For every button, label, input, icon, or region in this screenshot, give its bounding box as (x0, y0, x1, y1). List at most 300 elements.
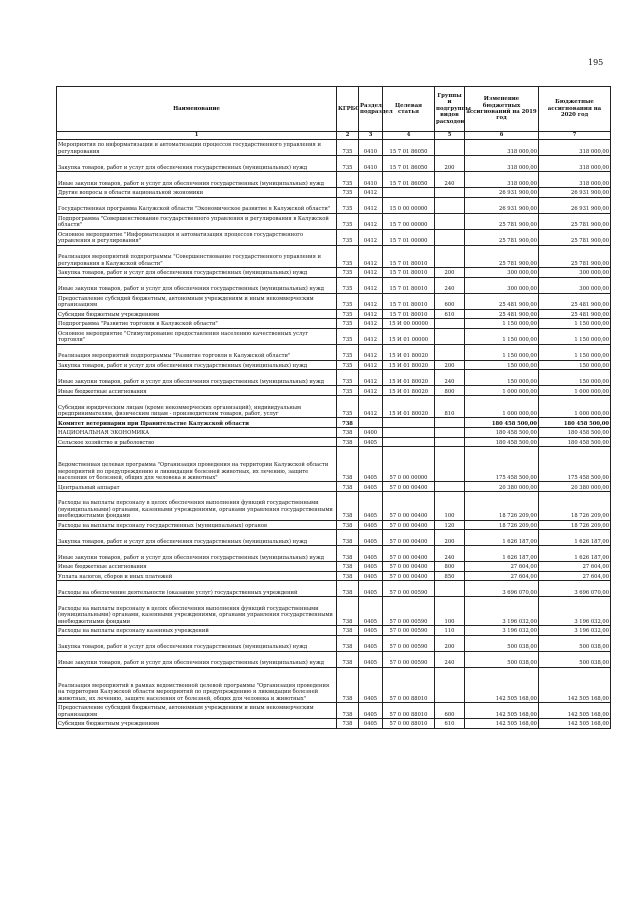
row-target-cell: 15 7 01 80010 (383, 267, 435, 277)
row-change-2019-cell: 142 505 168,00 (465, 667, 539, 702)
row-kgrbs-cell: 735 (337, 386, 359, 396)
row-name-cell: Мероприятия по информатизации и автоматизации процессов государственного управления и регулирования (57, 140, 337, 156)
row-kgrbs-cell: 738 (337, 520, 359, 530)
row-target-cell: 57 0 00 00590 (383, 626, 435, 636)
row-section-cell: 0405 (359, 546, 383, 562)
row-section-cell: 0405 (359, 447, 383, 482)
row-section-cell: 0412 (359, 344, 383, 360)
row-change-2019-cell: 18 726 209,00 (465, 491, 539, 520)
row-kgrbs-cell: 735 (337, 197, 359, 213)
row-kgrbs-cell: 735 (337, 267, 359, 277)
row-amount-2020-cell: 318 000,00 (539, 140, 611, 156)
row-amount-2020-cell: 25 481 900,00 (539, 293, 611, 309)
row-name-cell: Субсидии бюджетным учреждениям (57, 719, 337, 729)
row-kgrbs-cell: 735 (337, 188, 359, 198)
row-change-2019-cell: 18 726 209,00 (465, 520, 539, 530)
row-target-cell: 57 0 00 00400 (383, 562, 435, 572)
row-change-2019-cell: 175 458 500,00 (465, 447, 539, 482)
row-change-2019-cell: 500 038,00 (465, 651, 539, 667)
row-amount-2020-cell: 20 380 000,00 (539, 482, 611, 492)
row-group-cell: 610 (435, 309, 465, 319)
table-row (57, 491, 611, 520)
column-number: 7 (539, 132, 611, 140)
row-section-cell: 0405 (359, 651, 383, 667)
row-name-cell: Субсидии юридическим лицам (кроме некоммерческих организаций), индивидуальным предпринимателям, физическим лицам - производителям товаров, работ, услуг (57, 395, 337, 417)
row-target-cell (383, 188, 435, 198)
row-section-cell: 0412 (359, 245, 383, 267)
row-amount-2020-cell: 3 196 032,00 (539, 626, 611, 636)
row-kgrbs-cell: 735 (337, 319, 359, 329)
row-section-cell: 0405 (359, 703, 383, 719)
row-amount-2020-cell: 18 726 209,00 (539, 520, 611, 530)
row-target-cell: 57 0 00 00000 (383, 447, 435, 482)
table-row (57, 386, 611, 396)
row-target-cell: 15 И 00 00000 (383, 319, 435, 329)
table-row (57, 447, 611, 482)
row-kgrbs-cell: 738 (337, 546, 359, 562)
row-amount-2020-cell: 300 000,00 (539, 267, 611, 277)
row-amount-2020-cell: 25 781 900,00 (539, 213, 611, 229)
column-number: 4 (383, 132, 435, 140)
row-amount-2020-cell: 27 604,00 (539, 571, 611, 581)
row-change-2019-cell: 1 626 187,00 (465, 546, 539, 562)
row-name-cell: Ведомственная целевая программа "Организация проведения на территории Калужской области мероприятий по предупреждению и ликвидации болезней животных, их лечению, защите населения от болезней, общих для человека и животных" (57, 447, 337, 482)
table-row (57, 245, 611, 267)
row-group-cell (435, 418, 465, 428)
row-kgrbs-cell: 738 (337, 418, 359, 428)
row-change-2019-cell: 27 604,00 (465, 571, 539, 581)
row-kgrbs-cell: 735 (337, 395, 359, 417)
row-kgrbs-cell: 738 (337, 626, 359, 636)
row-target-cell: 57 0 00 00400 (383, 491, 435, 520)
row-kgrbs-cell: 738 (337, 581, 359, 597)
row-name-cell: Расходы на выплаты персоналу казенных учреждений (57, 626, 337, 636)
table-row (57, 140, 611, 156)
row-amount-2020-cell: 25 781 900,00 (539, 229, 611, 245)
row-group-cell (435, 427, 465, 437)
row-name-cell: Расходы на выплаты персоналу в целях обеспечения выполнения функций государственными (муниципальными) органами, казенными учреждениями, органами управления государственными внебюджетными фондами (57, 491, 337, 520)
row-section-cell: 0405 (359, 667, 383, 702)
row-target-cell: 15 7 01 86050 (383, 140, 435, 156)
row-name-cell: Государственная программа Калужской области "Экономическое развитие в Калужской области" (57, 197, 337, 213)
row-amount-2020-cell: 150 000,00 (539, 370, 611, 386)
page-number: 195 (588, 58, 604, 67)
row-group-cell: 200 (435, 267, 465, 277)
row-kgrbs-cell: 735 (337, 140, 359, 156)
row-kgrbs-cell: 735 (337, 156, 359, 172)
column-number: 5 (435, 132, 465, 140)
row-section-cell: 0412 (359, 277, 383, 293)
row-name-cell: Реализация мероприятий подпрограммы "Развитие торговли в Калужской области" (57, 344, 337, 360)
header-kgrbs: КГРБС (337, 87, 359, 132)
row-group-cell (435, 188, 465, 198)
row-target-cell: 15 7 01 80010 (383, 309, 435, 319)
row-section-cell (359, 418, 383, 428)
row-change-2019-cell: 20 380 000,00 (465, 482, 539, 492)
row-target-cell: 15 7 01 80010 (383, 277, 435, 293)
row-kgrbs-cell: 735 (337, 328, 359, 344)
header-amount-2020: Бюджетные ассигнования на 2020 год (539, 87, 611, 132)
table-row (57, 530, 611, 546)
row-name-cell: Расходы на обеспечение деятельности (оказание услуг) государственных учреждений (57, 581, 337, 597)
row-target-cell: 57 0 00 00400 (383, 571, 435, 581)
row-section-cell: 0405 (359, 437, 383, 447)
column-number: 1 (57, 132, 337, 140)
row-group-cell (435, 140, 465, 156)
row-name-cell: Основное мероприятие "Стимулирование предоставления населению качественных услуг торговли" (57, 328, 337, 344)
row-group-cell (435, 197, 465, 213)
row-amount-2020-cell: 26 931 900,00 (539, 197, 611, 213)
row-amount-2020-cell: 300 000,00 (539, 277, 611, 293)
row-target-cell: 57 0 00 00590 (383, 597, 435, 626)
row-group-cell (435, 437, 465, 447)
table-row (57, 172, 611, 188)
row-target-cell (383, 437, 435, 447)
row-section-cell: 0412 (359, 213, 383, 229)
row-change-2019-cell: 150 000,00 (465, 360, 539, 370)
row-amount-2020-cell: 500 038,00 (539, 635, 611, 651)
row-kgrbs-cell: 735 (337, 309, 359, 319)
row-amount-2020-cell: 26 931 900,00 (539, 188, 611, 198)
row-section-cell: 0405 (359, 581, 383, 597)
row-group-cell: 800 (435, 386, 465, 396)
table-row (57, 437, 611, 447)
row-name-cell: Иные бюджетные ассигнования (57, 562, 337, 572)
row-name-cell: НАЦИОНАЛЬНАЯ ЭКОНОМИКА (57, 427, 337, 437)
row-group-cell: 100 (435, 597, 465, 626)
row-group-cell: 850 (435, 571, 465, 581)
row-kgrbs-cell: 738 (337, 447, 359, 482)
row-group-cell: 110 (435, 626, 465, 636)
row-group-cell: 810 (435, 395, 465, 417)
row-name-cell: Иные закупки товаров, работ и услуг для обеспечения государственных (муниципальных) нужд (57, 370, 337, 386)
table-row (57, 267, 611, 277)
header-group: Группы и подгруппы видов расходов (435, 87, 465, 132)
row-change-2019-cell: 1 000 000,00 (465, 395, 539, 417)
row-change-2019-cell: 3 696 070,00 (465, 581, 539, 597)
row-group-cell: 240 (435, 172, 465, 188)
row-kgrbs-cell: 738 (337, 427, 359, 437)
row-amount-2020-cell: 150 000,00 (539, 360, 611, 370)
row-amount-2020-cell: 18 726 209,00 (539, 491, 611, 520)
row-target-cell: 57 0 00 88010 (383, 719, 435, 729)
table-row (57, 197, 611, 213)
column-number-row (57, 132, 611, 140)
row-group-cell: 610 (435, 719, 465, 729)
row-group-cell (435, 229, 465, 245)
row-name-cell: Сельское хозяйство и рыболовство (57, 437, 337, 447)
row-name-cell: Подпрограмма "Совершенствование государственного управления и регулирования в Калужской области" (57, 213, 337, 229)
row-target-cell: 57 0 00 00400 (383, 546, 435, 562)
row-change-2019-cell: 180 458 500,00 (465, 437, 539, 447)
row-name-cell: Закупка товаров, работ и услуг для обеспечения государственных (муниципальных) нужд (57, 530, 337, 546)
row-target-cell: 57 0 00 00590 (383, 651, 435, 667)
row-target-cell: 57 0 00 00590 (383, 581, 435, 597)
row-name-cell: Реализация мероприятий подпрограммы "Совершенствование государственного управления и регулирования в Калужской области" (57, 245, 337, 267)
row-change-2019-cell: 25 481 900,00 (465, 309, 539, 319)
row-kgrbs-cell: 738 (337, 562, 359, 572)
row-group-cell: 200 (435, 156, 465, 172)
table-row (57, 635, 611, 651)
row-amount-2020-cell: 25 481 900,00 (539, 309, 611, 319)
row-target-cell: 57 0 00 00400 (383, 530, 435, 546)
row-amount-2020-cell: 180 458 500,00 (539, 437, 611, 447)
row-section-cell: 0405 (359, 635, 383, 651)
table-row (57, 370, 611, 386)
row-section-cell: 0412 (359, 395, 383, 417)
row-group-cell (435, 245, 465, 267)
row-target-cell: 15 7 01 86050 (383, 156, 435, 172)
row-section-cell: 0405 (359, 719, 383, 729)
row-group-cell: 600 (435, 703, 465, 719)
row-kgrbs-cell: 738 (337, 635, 359, 651)
row-change-2019-cell: 25 481 900,00 (465, 293, 539, 309)
row-section-cell: 0405 (359, 482, 383, 492)
row-section-cell: 0405 (359, 530, 383, 546)
table-row (57, 360, 611, 370)
row-change-2019-cell: 500 038,00 (465, 635, 539, 651)
row-change-2019-cell: 1 150 000,00 (465, 344, 539, 360)
row-group-cell: 240 (435, 277, 465, 293)
table-row (57, 626, 611, 636)
table-row (57, 571, 611, 581)
row-change-2019-cell: 150 000,00 (465, 370, 539, 386)
row-amount-2020-cell: 1 626 187,00 (539, 530, 611, 546)
row-group-cell: 200 (435, 360, 465, 370)
row-name-cell: Субсидии бюджетным учреждениям (57, 309, 337, 319)
row-name-cell: Закупка товаров, работ и услуг для обеспечения государственных (муниципальных) нужд (57, 635, 337, 651)
row-kgrbs-cell: 735 (337, 360, 359, 370)
row-kgrbs-cell: 738 (337, 651, 359, 667)
row-section-cell: 0405 (359, 597, 383, 626)
row-group-cell: 800 (435, 562, 465, 572)
row-section-cell: 0405 (359, 571, 383, 581)
row-target-cell: 15 7 01 80010 (383, 245, 435, 267)
row-change-2019-cell: 25 781 900,00 (465, 213, 539, 229)
row-target-cell: 57 0 00 00400 (383, 482, 435, 492)
header-section: Раздел, подраздел (359, 87, 383, 132)
column-number: 2 (337, 132, 359, 140)
row-amount-2020-cell: 3 196 032,00 (539, 597, 611, 626)
row-name-cell: Предоставление субсидий бюджетным, автономным учреждениям и иным некоммерческим организациям (57, 703, 337, 719)
row-target-cell: 15 И 01 80020 (383, 370, 435, 386)
table-row (57, 667, 611, 702)
row-group-cell: 600 (435, 293, 465, 309)
table-row (57, 395, 611, 417)
row-section-cell: 0412 (359, 267, 383, 277)
row-name-cell: Иные закупки товаров, работ и услуг для обеспечения государственных (муниципальных) нужд (57, 546, 337, 562)
table-row (57, 562, 611, 572)
row-group-cell: 200 (435, 530, 465, 546)
row-amount-2020-cell: 142 505 168,00 (539, 667, 611, 702)
row-section-cell: 0405 (359, 491, 383, 520)
table-row (57, 427, 611, 437)
row-section-cell: 0405 (359, 520, 383, 530)
row-kgrbs-cell: 738 (337, 491, 359, 520)
row-group-cell (435, 344, 465, 360)
row-amount-2020-cell: 318 000,00 (539, 172, 611, 188)
row-section-cell: 0412 (359, 197, 383, 213)
row-section-cell: 0412 (359, 309, 383, 319)
row-kgrbs-cell: 735 (337, 229, 359, 245)
row-kgrbs-cell: 735 (337, 344, 359, 360)
row-change-2019-cell: 180 458 500,00 (465, 418, 539, 428)
table-row (57, 546, 611, 562)
row-amount-2020-cell: 142 505 168,00 (539, 703, 611, 719)
row-name-cell: Предоставление субсидий бюджетным, автономным учреждениям и иным некоммерческим организациям (57, 293, 337, 309)
row-change-2019-cell: 1 626 187,00 (465, 530, 539, 546)
row-change-2019-cell: 26 931 900,00 (465, 188, 539, 198)
row-group-cell: 240 (435, 651, 465, 667)
row-change-2019-cell: 1 000 000,00 (465, 386, 539, 396)
row-target-cell: 15 7 01 86050 (383, 172, 435, 188)
table-row (57, 319, 611, 329)
row-kgrbs-cell: 738 (337, 667, 359, 702)
row-kgrbs-cell: 735 (337, 213, 359, 229)
row-target-cell: 15 7 01 00000 (383, 229, 435, 245)
row-name-cell: Уплата налогов, сборов и иных платежей (57, 571, 337, 581)
row-change-2019-cell: 318 000,00 (465, 140, 539, 156)
row-section-cell: 0412 (359, 328, 383, 344)
row-kgrbs-cell: 738 (337, 437, 359, 447)
row-section-cell: 0410 (359, 140, 383, 156)
row-group-cell (435, 328, 465, 344)
row-section-cell: 0412 (359, 386, 383, 396)
row-amount-2020-cell: 27 604,00 (539, 562, 611, 572)
row-change-2019-cell: 142 505 168,00 (465, 703, 539, 719)
row-group-cell (435, 213, 465, 229)
row-name-cell: Комитет ветеринарии при Правительстве Калужской области (57, 418, 337, 428)
row-change-2019-cell: 300 000,00 (465, 277, 539, 293)
row-name-cell: Подпрограмма "Развитие торговли в Калужской области" (57, 319, 337, 329)
row-group-cell: 240 (435, 546, 465, 562)
row-target-cell: 57 0 00 00590 (383, 635, 435, 651)
row-amount-2020-cell: 1 000 000,00 (539, 395, 611, 417)
row-change-2019-cell: 142 505 168,00 (465, 719, 539, 729)
row-change-2019-cell: 300 000,00 (465, 267, 539, 277)
row-name-cell: Иные бюджетные ассигнования (57, 386, 337, 396)
table-row (57, 328, 611, 344)
row-change-2019-cell: 318 000,00 (465, 156, 539, 172)
row-change-2019-cell: 180 458 500,00 (465, 427, 539, 437)
row-name-cell: Расходы на выплаты персоналу в целях обеспечения выполнения функций государственными (муниципальными) органами, казенными учреждениями, органами управления государственными внебюджетными фондами (57, 597, 337, 626)
row-target-cell: 15 И 01 00000 (383, 328, 435, 344)
row-group-cell: 120 (435, 520, 465, 530)
row-section-cell: 0405 (359, 626, 383, 636)
row-section-cell: 0412 (359, 319, 383, 329)
row-amount-2020-cell: 175 458 500,00 (539, 447, 611, 482)
row-amount-2020-cell: 25 781 900,00 (539, 245, 611, 267)
table-row (57, 418, 611, 428)
row-amount-2020-cell: 1 150 000,00 (539, 328, 611, 344)
table-body (57, 140, 611, 729)
header-name: Наименование (57, 87, 337, 132)
row-amount-2020-cell: 1 150 000,00 (539, 319, 611, 329)
row-section-cell: 0412 (359, 360, 383, 370)
row-kgrbs-cell: 738 (337, 482, 359, 492)
table-row (57, 213, 611, 229)
row-section-cell: 0400 (359, 427, 383, 437)
table-row (57, 703, 611, 719)
row-group-cell (435, 667, 465, 702)
table-row (57, 156, 611, 172)
row-target-cell: 15 И 01 80020 (383, 344, 435, 360)
table-row (57, 520, 611, 530)
column-number: 6 (465, 132, 539, 140)
row-section-cell: 0410 (359, 172, 383, 188)
row-kgrbs-cell: 738 (337, 719, 359, 729)
row-target-cell (383, 418, 435, 428)
row-target-cell: 15 И 01 80020 (383, 360, 435, 370)
row-amount-2020-cell: 1 626 187,00 (539, 546, 611, 562)
row-amount-2020-cell: 180 458 500,00 (539, 418, 611, 428)
row-group-cell: 200 (435, 635, 465, 651)
row-group-cell (435, 482, 465, 492)
row-kgrbs-cell: 738 (337, 571, 359, 581)
row-kgrbs-cell: 735 (337, 277, 359, 293)
row-target-cell (383, 427, 435, 437)
row-kgrbs-cell: 735 (337, 370, 359, 386)
row-kgrbs-cell: 735 (337, 172, 359, 188)
row-change-2019-cell: 1 150 000,00 (465, 328, 539, 344)
row-name-cell: Иные закупки товаров, работ и услуг для обеспечения государственных (муниципальных) нужд (57, 172, 337, 188)
row-section-cell: 0410 (359, 156, 383, 172)
table-row (57, 344, 611, 360)
row-change-2019-cell: 25 781 900,00 (465, 229, 539, 245)
table-row (57, 651, 611, 667)
header-target: Целевая статья (383, 87, 435, 132)
row-change-2019-cell: 26 931 900,00 (465, 197, 539, 213)
row-amount-2020-cell: 318 000,00 (539, 156, 611, 172)
row-name-cell: Закупка товаров, работ и услуг для обеспечения государственных (муниципальных) нужд (57, 267, 337, 277)
table-row (57, 277, 611, 293)
row-target-cell: 15 0 00 00000 (383, 197, 435, 213)
row-group-cell (435, 447, 465, 482)
row-amount-2020-cell: 142 505 168,00 (539, 719, 611, 729)
row-target-cell: 15 7 01 80010 (383, 293, 435, 309)
table-row (57, 188, 611, 198)
table-row (57, 229, 611, 245)
row-amount-2020-cell: 1 000 000,00 (539, 386, 611, 396)
row-target-cell: 57 0 00 00400 (383, 520, 435, 530)
table-row (57, 482, 611, 492)
row-name-cell: Закупка товаров, работ и услуг для обеспечения государственных (муниципальных) нужд (57, 156, 337, 172)
row-kgrbs-cell: 735 (337, 293, 359, 309)
row-section-cell: 0412 (359, 229, 383, 245)
row-name-cell: Другие вопросы в области национальной экономики (57, 188, 337, 198)
row-amount-2020-cell: 500 038,00 (539, 651, 611, 667)
budget-table (56, 86, 611, 729)
row-amount-2020-cell: 180 458 500,00 (539, 427, 611, 437)
table-row (57, 293, 611, 309)
row-group-cell: 100 (435, 491, 465, 520)
row-target-cell: 15 И 01 80020 (383, 395, 435, 417)
row-section-cell: 0412 (359, 188, 383, 198)
row-name-cell: Закупка товаров, работ и услуг для обеспечения государственных (муниципальных) нужд (57, 360, 337, 370)
row-kgrbs-cell: 738 (337, 703, 359, 719)
table-row (57, 719, 611, 729)
row-name-cell: Реализация мероприятий в рамках ведомственной целевой программы "Организация проведения на территории Калужской области мероприятий по предупреждению и ликвидации болезней животных, их лечению, защите населения от болезней, общих для человека и животных" (57, 667, 337, 702)
row-group-cell (435, 319, 465, 329)
row-kgrbs-cell: 738 (337, 530, 359, 546)
table-row (57, 309, 611, 319)
header-change-2019: Изменение бюджетных ассигнований на 2019 год (465, 87, 539, 132)
row-amount-2020-cell: 3 696 070,00 (539, 581, 611, 597)
row-section-cell: 0412 (359, 293, 383, 309)
row-change-2019-cell: 1 150 000,00 (465, 319, 539, 329)
row-target-cell: 57 0 00 88010 (383, 703, 435, 719)
row-kgrbs-cell: 738 (337, 597, 359, 626)
